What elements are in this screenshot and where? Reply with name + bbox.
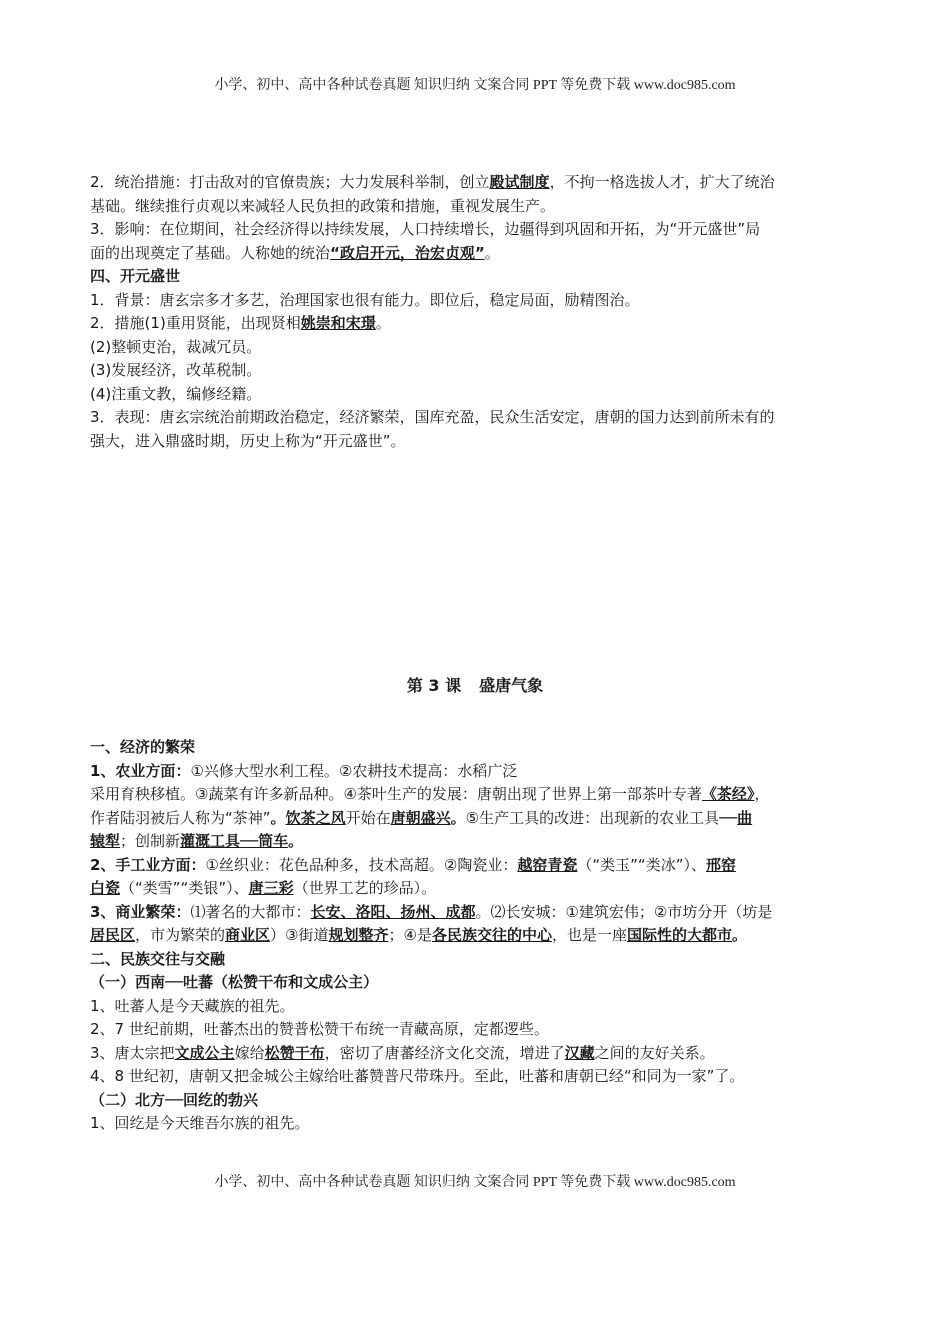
key-term: 唐朝盛兴 [390, 808, 451, 827]
paragraph: 2．措施(1)重用贤能，出现贤相姚崇和宋璟。 [90, 314, 391, 332]
key-term: “政启开元，治宏贞观” [330, 243, 485, 262]
key-term: 长安、洛阳、扬州、成都 [310, 902, 476, 921]
paragraph: 2、7 世纪前期，吐蕃杰出的赞普松赞干布统一青藏高原，定都逻些。 [90, 1020, 549, 1038]
key-term: 松赞干布 [264, 1043, 325, 1062]
key-term: 曲 [737, 808, 753, 827]
paragraph: 1、农业方面：①兴修大型水利工程。②农耕技术提高：水稻广泛 [90, 761, 518, 780]
key-term: 《茶经》 [701, 785, 755, 803]
key-term: 汉藏 [564, 1043, 595, 1062]
paragraph: 辕犁；创制新灌溉工具──筒车。 [90, 832, 304, 850]
paragraph: 3．影响：在位期间，社会经济得以持续发展，人口持续增长，边疆得到巩固和开拓，为“开元盛世”局 [90, 220, 761, 238]
key-term: 饮茶之风 [285, 808, 346, 827]
section-heading: 四、开元盛世 [90, 267, 181, 285]
paragraph: 作者陆羽被后人称为“茶神”。饮茶之风开始在唐朝盛兴。⑤生产工具的改进：出现新的农业工具──曲 [90, 808, 753, 827]
section-lesson-3 [90, 736, 865, 1136]
paragraph: (3)发展经济，改革税制。 [90, 361, 262, 379]
paragraph: (2)整顿吏治，裁减冗员。 [90, 337, 262, 356]
key-term: 商业区 [225, 926, 271, 944]
page-footer: 小学、初中、高中各种试卷真题 知识归纳 文案合同 PPT 等免费下载 www.doc985.com [214, 1175, 736, 1190]
subsection-heading: （一）西南──吐蕃（松赞干布和文成公主） [90, 973, 379, 991]
paragraph: 2、手工业方面：①丝织业：花色品种多，技术高超。②陶瓷业：越窑青瓷（“类玉”“类冰”）、邢窑 [90, 855, 736, 874]
key-term: 国际性的大都市 [627, 926, 733, 944]
paragraph: 1．背景：唐玄宗多才多艺，治理国家也很有能力。即位后，稳定局面，励精图治。 [90, 290, 640, 309]
paragraph: 3．表现：唐玄宗统治前期政治稳定，经济繁荣，国库充盈，民众生活安定，唐朝的国力达到前所未有的 [90, 408, 775, 426]
paragraph: 采用育秧移植。③蔬菜有许多新品种。④茶叶生产的发展：唐朝出现了世界上第一部茶叶专著《茶经》， [90, 785, 770, 803]
paragraph: 基础。继续推行贞观以来减轻人民负担的政策和措施，重视发展生产。 [90, 196, 556, 215]
lesson-name: 盛唐气象 [479, 676, 544, 695]
paragraph: 面的出现奠定了基础。人称她的统治“政启开元，治宏贞观”。 [90, 243, 500, 262]
section-wu-zetian-continued [90, 171, 865, 453]
key-term: 姚崇和宋璟 [300, 314, 376, 332]
key-term: 灌溉工具──筒车 [180, 832, 289, 850]
key-term: 文成公主 [174, 1043, 235, 1062]
lesson-number: 第 3 课 [406, 676, 462, 695]
paragraph: 白瓷（“类雪”“类银”）、唐三彩（世界工艺的珍品）。 [90, 879, 437, 897]
paragraph: 4、8 世纪初，唐朝又把金城公主嫁给吐蕃赞普尺带珠丹。至此，吐蕃和唐朝已经“和同为一家”了。 [90, 1067, 745, 1085]
key-term: 越窑青瓷 [517, 855, 578, 874]
key-term: 邢窑 [705, 855, 736, 874]
page-header: 小学、初中、高中各种试卷真题 知识归纳 文案合同 PPT 等免费下载 www.doc985.com [214, 78, 736, 93]
section-heading: 二、民族交往与交融 [90, 949, 226, 968]
paragraph: 3、唐太宗把文成公主嫁给松赞干布，密切了唐蕃经济文化交流，增进了汉藏之间的友好关系。 [90, 1043, 715, 1062]
paragraph: 2．统治措施：打击敌对的官僚贵族；大力发展科举制，创立殿试制度，不拘一格选拔人才，扩大了统治 [90, 173, 775, 191]
key-term: 殿试制度 [489, 173, 550, 191]
subsection-heading: （二）北方──回纥的勃兴 [90, 1090, 259, 1109]
paragraph: 强大，进入鼎盛时期，历史上称为“开元盛世”。 [90, 431, 406, 450]
paragraph: 居民区，市为繁荣的商业区）③街道规划整齐；④是各民族交往的中心，也是一座国际性的大都市。 [90, 926, 748, 944]
paragraph: 3、商业繁荣：⑴著名的大都市：长安、洛阳、扬州、成都。⑵长安城：①建筑宏伟；②市坊分开（坊是 [90, 902, 773, 921]
key-term: 辕犁 [90, 832, 121, 850]
section-heading: 一、经济的繁荣 [90, 738, 196, 756]
paragraph: 1、回纥是今天维吾尔族的祖先。 [90, 1114, 310, 1132]
key-term: 各民族交往的中心 [431, 926, 552, 944]
paragraph: 1、吐蕃人是今天藏族的祖先。 [90, 996, 295, 1015]
lesson-title [0, 673, 950, 696]
key-term: 规划整齐 [328, 926, 389, 944]
key-term: 白瓷 [90, 879, 121, 897]
key-term: 居民区 [90, 926, 136, 944]
key-term: 唐三彩 [248, 879, 294, 897]
paragraph: (4)注重文教，编修经籍。 [90, 384, 262, 403]
